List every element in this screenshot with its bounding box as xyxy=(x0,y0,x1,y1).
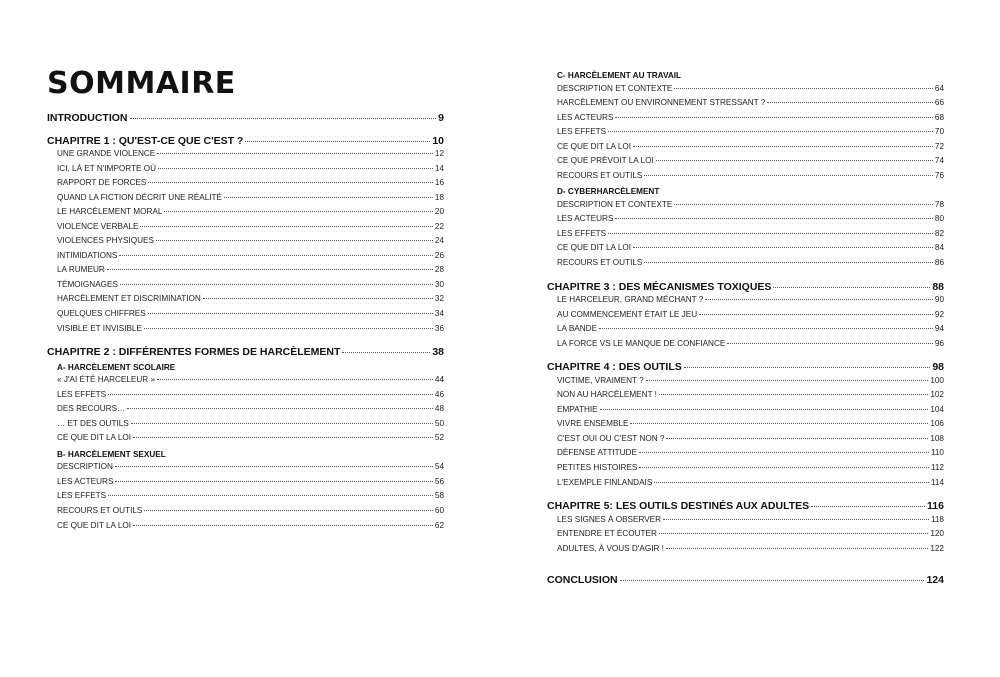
toc-item[interactable] xyxy=(547,434,944,449)
toc-item-label: RECOURS ET OUTILS xyxy=(557,170,643,180)
toc-page-number: 104 xyxy=(930,404,944,414)
toc-item-label: CE QUE DIT LA LOI xyxy=(57,433,132,443)
toc-item[interactable] xyxy=(47,149,444,164)
toc-page-number: 44 xyxy=(434,375,444,385)
toc-chapter-3[interactable] xyxy=(547,281,944,296)
toc-page-number: 22 xyxy=(434,221,444,231)
dot-leader xyxy=(127,408,433,409)
toc-item-label: CE QUE DIT LA LOI xyxy=(557,141,632,151)
dot-leader xyxy=(639,452,929,453)
toc-item-label: RECOURS ET OUTILS xyxy=(57,505,143,515)
toc-item[interactable] xyxy=(547,448,944,463)
toc-item[interactable] xyxy=(47,375,444,390)
toc-item[interactable] xyxy=(47,236,444,251)
toc-item-label: LES EFFETS xyxy=(57,491,107,501)
toc-item[interactable] xyxy=(547,84,944,99)
toc-item-label: C'EST OUI OU C'EST NON ? xyxy=(557,433,665,443)
dot-leader xyxy=(140,226,432,227)
toc-chapter-4[interactable] xyxy=(547,361,944,376)
toc-item[interactable] xyxy=(547,98,944,113)
toc-item-label: NON AU HARCÈLEMENT ! xyxy=(557,390,657,400)
toc-right-column xyxy=(547,69,944,589)
dot-leader xyxy=(644,175,933,176)
toc-entry-label: CHAPITRE 4 : DES OUTILS xyxy=(547,361,682,374)
dot-leader xyxy=(108,495,433,496)
dot-leader xyxy=(659,394,928,395)
dot-leader xyxy=(115,466,433,467)
toc-page-number: 46 xyxy=(434,389,444,399)
toc-item[interactable] xyxy=(547,229,944,244)
toc-item-label: L'EXEMPLE FINLANDAIS xyxy=(557,477,653,487)
toc-page-number: 98 xyxy=(932,361,944,374)
toc-page-number: 54 xyxy=(434,462,444,472)
toc-page-number: 48 xyxy=(434,404,444,414)
toc-page-number: 106 xyxy=(930,419,944,429)
toc-item-label: LES ACTEURS xyxy=(57,476,114,486)
toc-item-label: CE QUE PRÉVOIT LA LOI xyxy=(557,156,654,166)
toc-item-label: LES EFFETS xyxy=(57,389,107,399)
dot-leader xyxy=(684,367,931,368)
toc-item-label: LA RUMEUR xyxy=(57,265,105,275)
dot-leader xyxy=(646,380,929,381)
toc-item-label: TÉMOIGNAGES xyxy=(57,279,118,289)
toc-item[interactable] xyxy=(547,544,944,559)
toc-item[interactable] xyxy=(47,222,444,237)
dot-leader xyxy=(133,525,433,526)
dot-leader xyxy=(115,481,432,482)
toc-page-number: 110 xyxy=(930,448,944,458)
toc-page-number: 86 xyxy=(934,258,944,268)
toc-item[interactable] xyxy=(47,294,444,309)
toc-page-number: 56 xyxy=(434,476,444,486)
toc-item[interactable] xyxy=(547,200,944,215)
toc-page-number: 78 xyxy=(934,199,944,209)
toc-item[interactable] xyxy=(547,258,944,273)
toc-item-label: HARCÈLEMENT OU ENVIRONNEMENT STRESSANT ? xyxy=(557,98,766,108)
toc-item-label: RAPPORT DE FORCES xyxy=(57,178,147,188)
toc-item[interactable] xyxy=(547,156,944,171)
dot-leader xyxy=(130,118,437,119)
toc-item[interactable] xyxy=(47,207,444,222)
toc-page-number: 36 xyxy=(434,323,444,333)
toc-page-number: 92 xyxy=(934,309,944,319)
toc-item[interactable] xyxy=(547,113,944,128)
dot-leader xyxy=(659,533,928,534)
dot-leader xyxy=(674,204,932,205)
toc-item-label: LES EFFETS xyxy=(557,228,607,238)
toc-page-number: 88 xyxy=(932,280,944,293)
toc-page-number: 60 xyxy=(434,505,444,515)
toc-item[interactable] xyxy=(547,419,944,434)
toc-page-number: 102 xyxy=(930,390,944,400)
toc-entry-introduction[interactable] xyxy=(47,112,444,127)
toc-item[interactable] xyxy=(547,339,944,354)
dot-leader xyxy=(224,197,433,198)
dot-leader xyxy=(158,168,433,169)
toc-item-label: INTIMIDATIONS xyxy=(57,250,118,260)
dot-leader xyxy=(727,343,933,344)
dot-leader xyxy=(699,314,933,315)
toc-page-number: 114 xyxy=(930,477,944,487)
toc-item-label: DÉFENSE ATTITUDE xyxy=(557,448,637,458)
toc-item-label: LE HARCÈLEMENT MORAL xyxy=(57,207,163,217)
toc-item[interactable] xyxy=(547,171,944,186)
toc-page-number: 38 xyxy=(432,346,444,359)
dot-leader xyxy=(131,423,433,424)
dot-leader xyxy=(108,394,433,395)
toc-page-number: 58 xyxy=(434,491,444,501)
toc-chapter-2[interactable] xyxy=(47,346,444,361)
toc-page-number: 118 xyxy=(930,514,944,524)
toc-page-number: 52 xyxy=(434,433,444,443)
toc-entry-label: INTRODUCTION xyxy=(47,112,128,124)
dot-leader xyxy=(608,131,933,132)
dot-leader xyxy=(245,141,430,142)
toc-page-number: 72 xyxy=(934,141,944,151)
dot-leader xyxy=(157,379,433,380)
toc-item-label: RECOURS ET OUTILS xyxy=(557,258,643,268)
toc-page-number: 76 xyxy=(934,170,944,180)
toc-section-heading: C- HARCÈLEMENT AU TRAVAIL xyxy=(557,71,682,80)
dot-leader xyxy=(630,423,928,424)
toc-item-label: ENTENDRE ET ÉCOUTER xyxy=(557,529,657,539)
toc-page-number: 122 xyxy=(930,543,944,553)
dot-leader xyxy=(342,352,430,353)
toc-page-number: 18 xyxy=(434,192,444,202)
dot-leader xyxy=(156,240,433,241)
dot-leader xyxy=(148,313,433,314)
dot-leader xyxy=(144,328,433,329)
toc-item[interactable] xyxy=(47,491,444,506)
toc-item-label: LES ACTEURS xyxy=(557,112,614,122)
toc-item[interactable] xyxy=(47,280,444,295)
dot-leader xyxy=(615,117,932,118)
toc-item[interactable] xyxy=(47,506,444,521)
toc-page-number: 64 xyxy=(934,83,944,93)
toc-page-number: 16 xyxy=(434,178,444,188)
toc-entry-label: CHAPITRE 1 : QU'EST-CE QUE C'EST ? xyxy=(47,134,244,147)
toc-entry-label: CHAPITRE 2 : DIFFÉRENTES FORMES DE HARCÈLEMENT xyxy=(47,346,341,359)
toc-page-number: 34 xyxy=(434,309,444,319)
toc-page-number: 68 xyxy=(934,112,944,122)
dot-leader xyxy=(119,255,433,256)
toc-page-number: 90 xyxy=(934,295,944,305)
toc-item-label: « J'AI ÉTÉ HARCELEUR » xyxy=(57,375,156,385)
dot-leader xyxy=(620,580,925,581)
toc-item[interactable] xyxy=(547,243,944,258)
toc-page-number: 62 xyxy=(434,520,444,530)
toc-left-column xyxy=(47,112,444,535)
dot-leader xyxy=(639,467,929,468)
toc-page-number: 96 xyxy=(934,338,944,348)
toc-item[interactable] xyxy=(547,515,944,530)
toc-item[interactable] xyxy=(47,193,444,208)
toc-item-label: CE QUE DIT LA LOI xyxy=(57,520,132,530)
toc-item-label: CE QUE DIT LA LOI xyxy=(557,243,632,253)
dot-leader xyxy=(666,438,928,439)
dot-leader xyxy=(133,437,433,438)
toc-entry-label: CONCLUSION xyxy=(547,574,618,587)
toc-page-number: 70 xyxy=(934,127,944,137)
dot-leader xyxy=(608,233,933,234)
toc-item-label: LA FORCE VS LE MANQUE DE CONFIANCE xyxy=(557,338,726,348)
toc-item-label: PETITES HISTOIRES xyxy=(557,463,638,473)
toc-item-label: LES ACTEURS xyxy=(557,214,614,224)
toc-item-label: AU COMMENCEMENT ÉTAIT LE JEU xyxy=(557,309,698,319)
dot-leader xyxy=(599,328,933,329)
toc-page-number: 116 xyxy=(927,500,944,513)
toc-item-label: EMPATHIE xyxy=(557,404,598,414)
toc-page-number: 100 xyxy=(930,375,944,385)
toc-item-label: LES SIGNES À OBSERVER xyxy=(557,514,662,524)
toc-page-number: 84 xyxy=(934,243,944,253)
toc-item[interactable] xyxy=(547,463,944,478)
dot-leader xyxy=(666,548,928,549)
toc-item-label: QUAND LA FICTION DÉCRIT UNE RÉALITÉ xyxy=(57,192,222,202)
toc-entry-label: CHAPITRE 3 : DES MÉCANISMES TOXIQUES xyxy=(547,280,772,293)
toc-item-label: HARCÈLEMENT ET DISCRIMINATION xyxy=(57,294,201,304)
dot-leader xyxy=(811,506,925,507)
toc-page-number: 32 xyxy=(434,294,444,304)
toc-page-number: 9 xyxy=(438,112,444,124)
toc-page-number: 112 xyxy=(930,463,944,473)
toc-entry-label: CHAPITRE 5: LES OUTILS DESTINÉS AUX ADULTES xyxy=(547,500,810,513)
dot-leader xyxy=(107,269,433,270)
toc-item[interactable] xyxy=(47,164,444,179)
page-title: SOMMAIRE xyxy=(47,66,236,101)
toc-item-label: UNE GRANDE VIOLENCE xyxy=(57,149,156,158)
toc-page-number: 80 xyxy=(934,214,944,224)
toc-item-label: DES RECOURS… xyxy=(57,404,126,414)
dot-leader xyxy=(644,262,933,263)
toc-page-number: 10 xyxy=(432,134,444,147)
toc-page-number: 120 xyxy=(930,529,944,539)
toc-item[interactable] xyxy=(47,419,444,434)
dot-leader xyxy=(633,146,933,147)
toc-chapter-1[interactable] xyxy=(47,135,444,150)
toc-item-label: DESCRIPTION ET CONTEXTE xyxy=(557,199,673,209)
dot-leader xyxy=(600,409,929,410)
dot-leader xyxy=(656,160,933,161)
toc-item[interactable] xyxy=(47,324,444,339)
toc-item-label: QUELQUES CHIFFRES xyxy=(57,309,146,319)
toc-page-number: 82 xyxy=(934,228,944,238)
toc-item[interactable] xyxy=(547,142,944,157)
toc-page-number: 20 xyxy=(434,207,444,217)
toc-item-label: LA BANDE xyxy=(557,324,598,334)
toc-item[interactable] xyxy=(547,310,944,325)
toc-page-number: 66 xyxy=(934,98,944,108)
dot-leader xyxy=(164,211,432,212)
toc-item[interactable] xyxy=(47,433,444,448)
toc-item[interactable] xyxy=(47,178,444,193)
toc-item[interactable] xyxy=(47,309,444,324)
dot-leader xyxy=(767,102,933,103)
toc-page-number: 94 xyxy=(934,324,944,334)
toc-item[interactable] xyxy=(547,295,944,310)
toc-item[interactable] xyxy=(47,477,444,492)
toc-page-number: 50 xyxy=(434,418,444,428)
dot-leader xyxy=(615,218,932,219)
toc-item-label: … ET DES OUTILS xyxy=(57,418,129,428)
toc-page-number: 74 xyxy=(934,156,944,166)
toc-item-label: LES EFFETS xyxy=(557,127,607,137)
toc-page-number: 124 xyxy=(926,574,944,587)
toc-section-heading: A- HARCÈLEMENT SCOLAIRE xyxy=(57,362,176,372)
toc-item-label: VIVRE ENSEMBLE xyxy=(557,419,629,429)
toc-item[interactable] xyxy=(547,127,944,142)
toc-page-number: 24 xyxy=(434,236,444,246)
toc-item[interactable] xyxy=(47,404,444,419)
toc-item[interactable] xyxy=(547,529,944,544)
toc-item[interactable] xyxy=(547,405,944,420)
dot-leader xyxy=(148,182,433,183)
dot-leader xyxy=(654,482,929,483)
dot-leader xyxy=(203,298,433,299)
toc-item[interactable] xyxy=(547,376,944,391)
toc-item[interactable] xyxy=(47,265,444,280)
dot-leader xyxy=(705,299,933,300)
toc-entry-conclusion[interactable] xyxy=(547,574,944,589)
toc-page-number: 30 xyxy=(434,279,444,289)
dot-leader xyxy=(120,284,433,285)
toc-item-label: VIOLENCES PHYSIQUES xyxy=(57,236,154,246)
toc-item[interactable] xyxy=(47,251,444,266)
dot-leader xyxy=(633,247,933,248)
toc-item-label: VISIBLE ET INVISIBLE xyxy=(57,323,142,333)
toc-chapter-5[interactable] xyxy=(547,500,944,515)
toc-item[interactable] xyxy=(47,462,444,477)
toc-item-label: ADULTES, À VOUS D'AGIR ! xyxy=(557,543,664,553)
toc-item-label: VIOLENCE VERBALE xyxy=(57,221,139,231)
toc-item[interactable] xyxy=(547,390,944,405)
toc-item-label: DESCRIPTION xyxy=(57,462,113,472)
dot-leader xyxy=(144,510,433,511)
toc-item[interactable] xyxy=(547,214,944,229)
dot-leader xyxy=(773,287,930,288)
dot-leader xyxy=(157,153,433,154)
toc-section-heading: D- CYBERHARCÈLEMENT xyxy=(557,187,660,197)
toc-item-label: LE HARCELEUR, GRAND MÉCHANT ? xyxy=(557,295,704,305)
toc-item[interactable] xyxy=(547,324,944,339)
toc-section-heading: B- HARCÈLEMENT SEXUEL xyxy=(57,449,166,459)
toc-item-label: VICTIME, VRAIMENT ? xyxy=(557,375,644,385)
toc-item[interactable] xyxy=(547,478,944,493)
toc-item-label: ICI, LÀ ET N'IMPORTE OÙ xyxy=(57,163,157,173)
toc-item-label: DESCRIPTION ET CONTEXTE xyxy=(557,83,673,93)
toc-page-number: 26 xyxy=(434,250,444,260)
toc-page-number: 14 xyxy=(434,163,444,173)
toc-page-number: 12 xyxy=(434,149,444,158)
toc-item[interactable] xyxy=(47,390,444,405)
toc-item[interactable] xyxy=(47,521,444,536)
dot-leader xyxy=(674,88,932,89)
toc-page-number: 108 xyxy=(930,433,944,443)
toc-page-number: 28 xyxy=(434,265,444,275)
dot-leader xyxy=(663,519,929,520)
